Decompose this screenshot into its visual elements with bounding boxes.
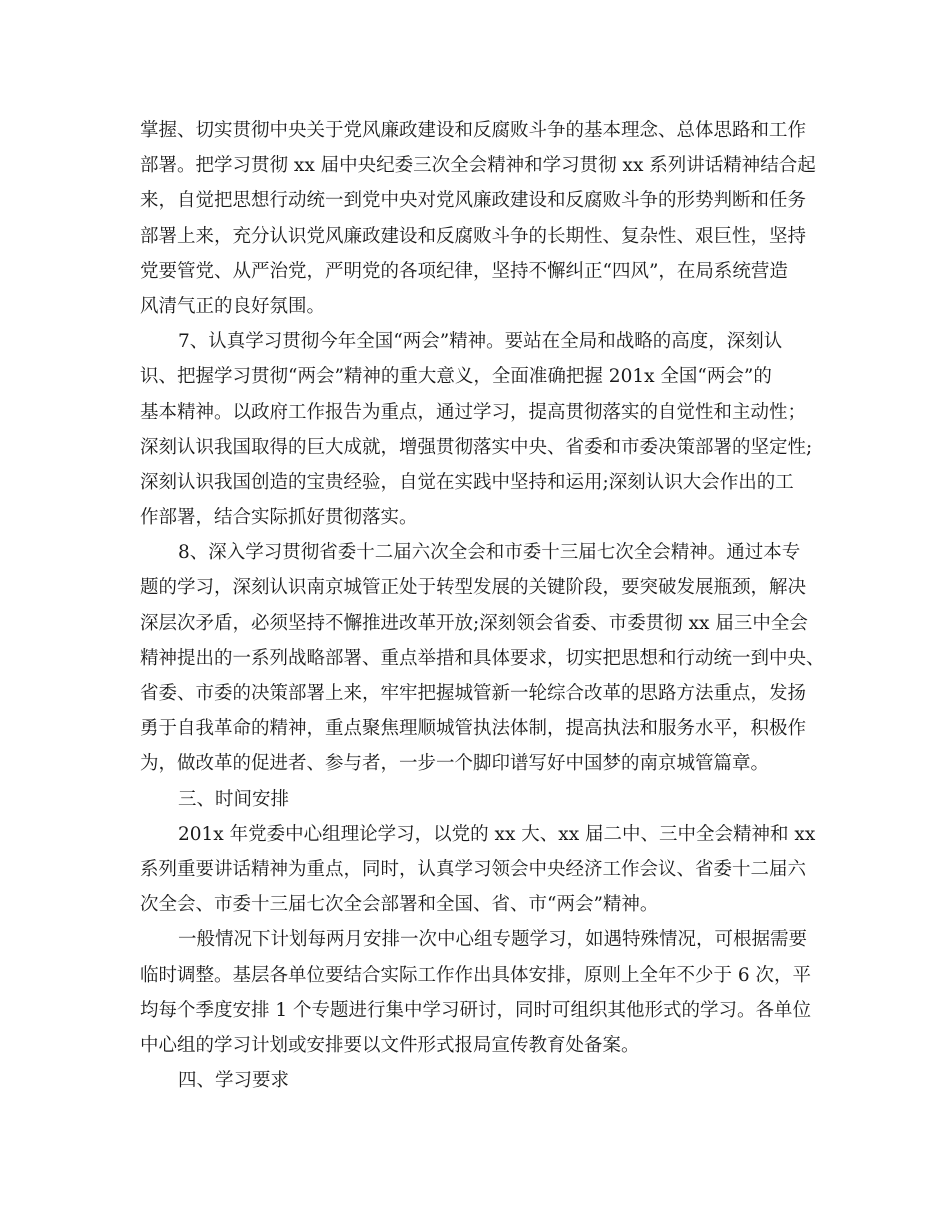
text-line: 部署上来，充分认识党风廉政建设和反腐败斗争的长期性、复杂性、艰巨性，坚持 (140, 225, 807, 247)
text-line: 党要管党、从严治党，严明党的各项纪律，坚持不懈纠正“四风”，在局系统营造 (140, 260, 788, 282)
text-line: 一般情况下计划每两月安排一次中心组专题学习，如遇特殊情况，可根据需要 (178, 929, 808, 951)
text-line: 系列重要讲话精神为重点，同时，认真学习领会中央经济工作会议、省委十二届六 (140, 858, 807, 880)
text-line: 勇于自我革命的精神，重点聚焦理顺城管执法体制，提高执法和服务水平，积极作 (140, 718, 807, 740)
text-line: 四、学习要求 (178, 1070, 290, 1092)
text-line: 题的学习，深刻认识南京城管正处于转型发展的关键阶段，要突破发展瓶颈，解决 (140, 577, 807, 599)
text-line: 精神提出的一系列战略部署、重点举措和具体要求，切实把思想和行动统一到中央、 (140, 647, 825, 669)
text-line: 中心组的学习计划或安排要以文件形式报局宣传教育处备案。 (140, 1034, 640, 1056)
text-line: 临时调整。基层各单位要结合实际工作作出具体安排，原则上全年不少于 6 次，平 (140, 964, 812, 986)
text-line: 深层次矛盾，必须坚持不懈推进改革开放;深刻领会省委、市委贯彻 xx 届三中全会 (140, 612, 808, 634)
text-line: 201x 年党委中心组理论学习，以党的 xx 大、xx 届二中、三中全会精神和 xx (178, 823, 816, 845)
text-line: 均每个季度安排 1 个专题进行集中学习研讨，同时可组织其他形式的学习。各单位 (140, 999, 812, 1021)
text-line: 7、认真学习贯彻今年全国“两会”精神。要站在全局和战略的高度，深刻认 (178, 331, 783, 353)
text-line: 深刻认识我国创造的宝贵经验，自觉在实践中坚持和运用;深刻认识大会作出的工 (140, 471, 794, 493)
text-line: 来，自觉把思想行动统一到党中央对党风廉政建设和反腐败斗争的形势判断和任务 (140, 190, 807, 212)
text-line: 风清气正的良好氛围。 (140, 295, 326, 317)
text-line: 三、时间安排 (178, 788, 290, 810)
text-line: 掌握、切实贯彻中央关于党风廉政建设和反腐败斗争的基本理念、总体思路和工作 (140, 120, 807, 141)
document-body (140, 113, 830, 1098)
text-line: 部署。把学习贯彻 xx 届中央纪委三次全会精神和学习贯彻 xx 系列讲话精神结合起 (140, 155, 816, 177)
text-line: 深刻认识我国取得的巨大成就，增强贯彻落实中央、省委和市委决策部署的坚定性; (140, 436, 813, 458)
text-line: 识、把握学习贯彻“两会”精神的重大意义，全面准确把握 201x 全国“两会”的 (140, 366, 772, 388)
text-line: 省委、市委的决策部署上来，牢牢把握城管新一轮综合改革的思路方法重点，发扬 (140, 683, 807, 704)
text-line: 为，做改革的促进者、参与者，一步一个脚印谱写好中国梦的南京城管篇章。 (140, 753, 770, 775)
text-line: 基本精神。以政府工作报告为重点，通过学习，提高贯彻落实的自觉性和主动性； (140, 401, 807, 423)
text-line: 次全会、市委十三届七次全会部署和全国、省、市“两会”精神。 (140, 894, 659, 916)
text-line: 8、深入学习贯彻省委十二届六次全会和市委十三届七次全会精神。通过本专 (178, 542, 801, 564)
text-line: 作部署，结合实际抓好贯彻落实。 (140, 507, 418, 529)
